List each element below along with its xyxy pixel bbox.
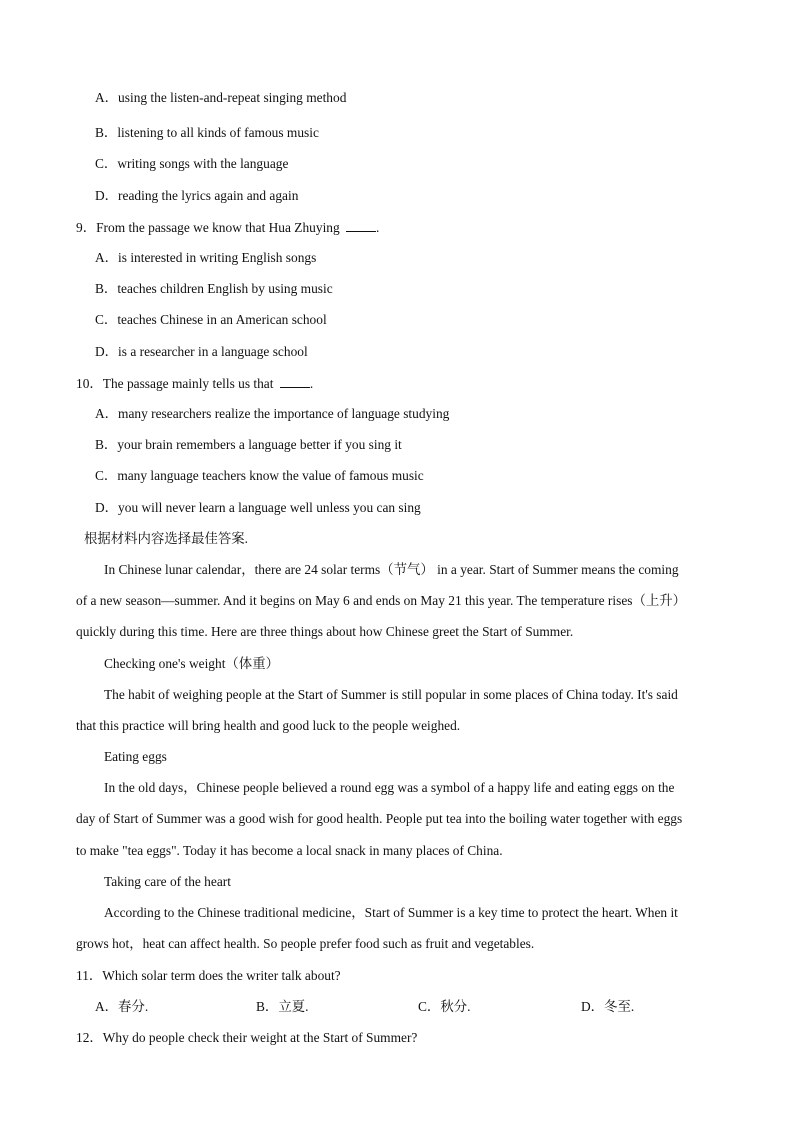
section1-line-1: The habit of weighing people at the Start of Summer is still popular in some places of China today. It's said	[104, 687, 678, 702]
passage-intro-line-2: of a new season—summer. And it begins on May 6 and ends on May 21 this year. The temperature rises（上升）	[76, 593, 687, 608]
q8-option-c: C．writing songs with the language	[95, 156, 289, 171]
q11-option-a: A．春分.	[95, 999, 149, 1014]
answer-blank	[346, 219, 376, 232]
section3-title: Taking care of the heart	[104, 874, 231, 889]
q11-stem: 11．Which solar term does the writer talk about?	[76, 968, 341, 983]
q9-option-b: B．teaches children English by using music	[95, 281, 333, 296]
q10-option-d: D．you will never learn a language well unless you can sing	[95, 500, 421, 515]
q10-option-b: B．your brain remembers a language better if you sing it	[95, 437, 402, 452]
q9-option-a: A．is interested in writing English songs	[95, 250, 317, 265]
section1-line-2: that this practice will bring health and good luck to the people weighed.	[76, 718, 461, 733]
q8-option-a: A．using the listen-and-repeat singing method	[95, 90, 347, 105]
q10-stem: 10．The passage mainly tells us that .	[76, 376, 314, 391]
section3-line-2: grows hot，heat can affect health. So people prefer food such as fruit and vegetables.	[76, 936, 535, 951]
section2-title: Eating eggs	[104, 749, 167, 764]
q10-option-c: C．many language teachers know the value of famous music	[95, 468, 424, 483]
q11-option-c: C．秋分.	[418, 999, 471, 1014]
q10-option-a: A．many researchers realize the importance of language studying	[95, 406, 450, 421]
answer-blank	[280, 375, 310, 388]
section-instruction: 根据材料内容选择最佳答案.	[84, 531, 249, 546]
q12-stem: 12．Why do people check their weight at the Start of Summer?	[76, 1030, 418, 1045]
section3-line-1: According to the Chinese traditional medicine，Start of Summer is a key time to protect the heart. When it	[104, 905, 678, 920]
section2-line-1: In the old days，Chinese people believed a round egg was a symbol of a happy life and eating eggs on the	[104, 780, 675, 795]
q8-option-d: D．reading the lyrics again and again	[95, 188, 299, 203]
q11-option-d: D．冬至.	[581, 999, 635, 1014]
q9-option-d: D．is a researcher in a language school	[95, 344, 308, 359]
passage-intro-line-3: quickly during this time. Here are three things about how Chinese greet the Start of Summer.	[76, 624, 574, 639]
q10-stem-text: 10．The passage mainly tells us that	[76, 376, 277, 391]
section2-line-3: to make "tea eggs". Today it has become a local snack in many places of China.	[76, 843, 503, 858]
q9-stem-text: 9．From the passage we know that Hua Zhuying	[76, 220, 344, 235]
q9-stem: 9．From the passage we know that Hua Zhuying .	[76, 220, 380, 235]
passage-intro-line-1: In Chinese lunar calendar，there are 24 solar terms（节气） in a year. Start of Summer means the coming	[104, 562, 679, 577]
q9-option-c: C．teaches Chinese in an American school	[95, 312, 327, 327]
q8-option-b: B．listening to all kinds of famous music	[95, 125, 319, 140]
q11-option-b: B．立夏.	[256, 999, 309, 1014]
section1-title: Checking one's weight（体重）	[104, 656, 279, 671]
section2-line-2: day of Start of Summer was a good wish for good health. People put tea into the boiling water together with eggs	[76, 811, 683, 826]
